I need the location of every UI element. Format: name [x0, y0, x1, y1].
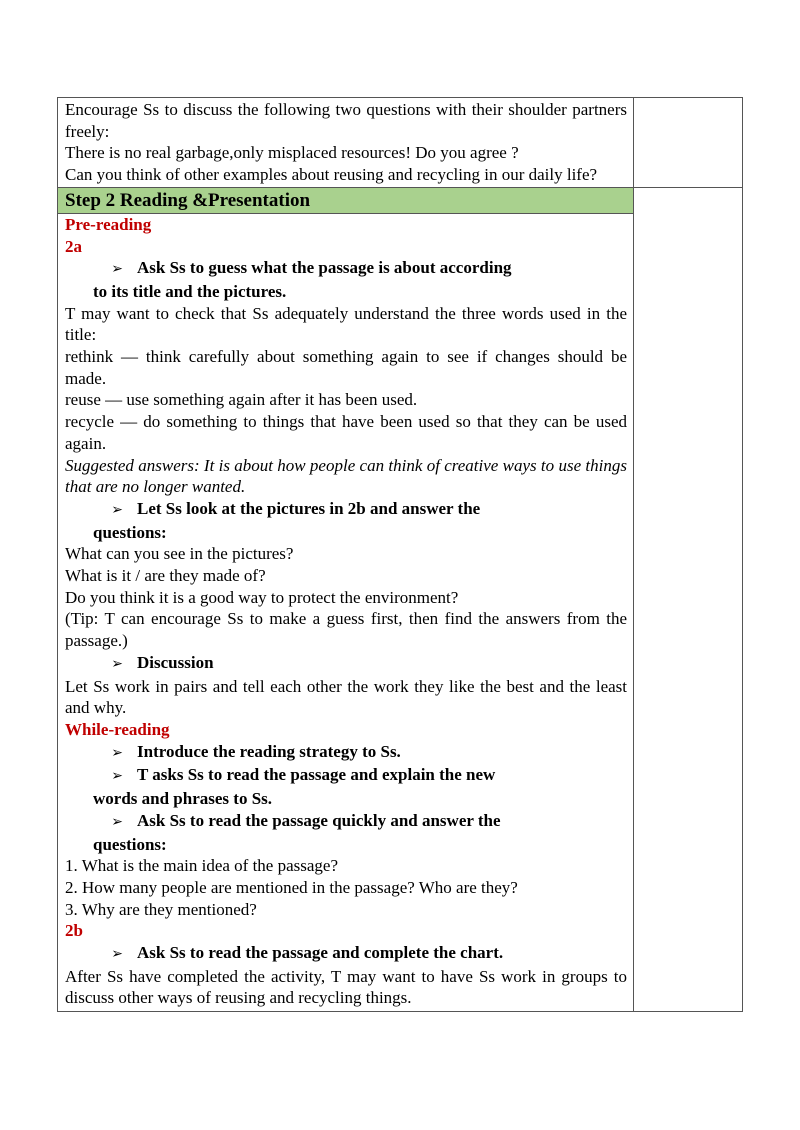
step2-notes-cell	[634, 188, 742, 1011]
bullet-quick-read: ➢ Ask Ss to read the passage quickly and answer the questions:	[65, 810, 627, 855]
label-2b: 2b	[65, 921, 83, 941]
final-text: After Ss have completed the activity, T may want to have Ss work in groups to discuss other ways of reusing and recycling things.	[65, 966, 627, 1008]
tip-text: (Tip: T can encourage Ss to make a guess first, then find the answers from the passage.)	[65, 609, 627, 651]
arrow-bullet-icon: ➢	[111, 501, 123, 518]
lesson-plan-table	[57, 97, 743, 1012]
question-2: What is it / are they made of?	[65, 566, 266, 586]
intro-line-2: There is no real garbage,only misplaced resources! Do you agree ?	[65, 143, 519, 163]
arrow-bullet-icon: ➢	[111, 744, 123, 761]
label-2a: 2a	[65, 236, 82, 256]
bullet-guess: ➢ Ask Ss to guess what the passage is about according to its title and the pictures.	[65, 257, 627, 302]
pre-reading-heading: Pre-reading	[65, 214, 152, 234]
suggested-answers: Suggested answers: It is about how people can think of creative ways to use things that are no longer wanted.	[65, 455, 627, 497]
while-question-1: 1. What is the main idea of the passage?	[65, 856, 339, 876]
arrow-bullet-icon: ➢	[111, 768, 123, 785]
arrow-bullet-icon: ➢	[111, 261, 123, 278]
intro-cell	[58, 98, 634, 187]
arrow-bullet-icon: ➢	[111, 655, 123, 672]
bullet-chart: ➢ Ask Ss to read the passage and complete the chart.	[65, 942, 627, 966]
intro-line-1: Encourage Ss to discuss the following two questions with their shoulder partners freely:	[65, 100, 627, 141]
discussion-text: Let Ss work in pairs and tell each other the work they like the best and the least and why.	[65, 676, 627, 718]
reuse-definition: reuse — use something again after it has been used.	[65, 390, 418, 410]
step2-title: Step 2 Reading &Presentation	[58, 188, 633, 214]
step2-row	[57, 187, 743, 1012]
bullet-strategy: ➢ Introduce the reading strategy to Ss.	[65, 741, 627, 765]
intro-notes-cell	[634, 98, 742, 187]
while-reading-heading: While-reading	[65, 719, 170, 739]
bullet-explain: ➢ T asks Ss to read the passage and explain the new words and phrases to Ss.	[65, 764, 627, 809]
arrow-bullet-icon: ➢	[111, 946, 123, 963]
while-question-2: 2. How many people are mentioned in the passage? Who are they?	[65, 877, 518, 897]
check-text: T may want to check that Ss adequately understand the three words used in the title:	[65, 303, 627, 345]
step2-cell	[58, 188, 634, 1011]
intro-row	[57, 97, 743, 187]
intro-line-3: Can you think of other examples about reusing and recycling in our daily life?	[65, 165, 598, 185]
question-1: What can you see in the pictures?	[65, 544, 294, 564]
question-3: Do you think it is a good way to protect the environment?	[65, 587, 459, 607]
recycle-definition: recycle — do something to things that have been used so that they can be used again.	[65, 412, 627, 453]
bullet-discussion: ➢ Discussion	[65, 652, 627, 676]
bullet-pictures: ➢ Let Ss look at the pictures in 2b and answer the questions:	[65, 498, 627, 543]
arrow-bullet-icon: ➢	[111, 813, 123, 830]
while-question-3: 3. Why are they mentioned?	[65, 899, 257, 919]
rethink-definition: rethink — think carefully about something again to see if changes should be made.	[65, 347, 627, 388]
